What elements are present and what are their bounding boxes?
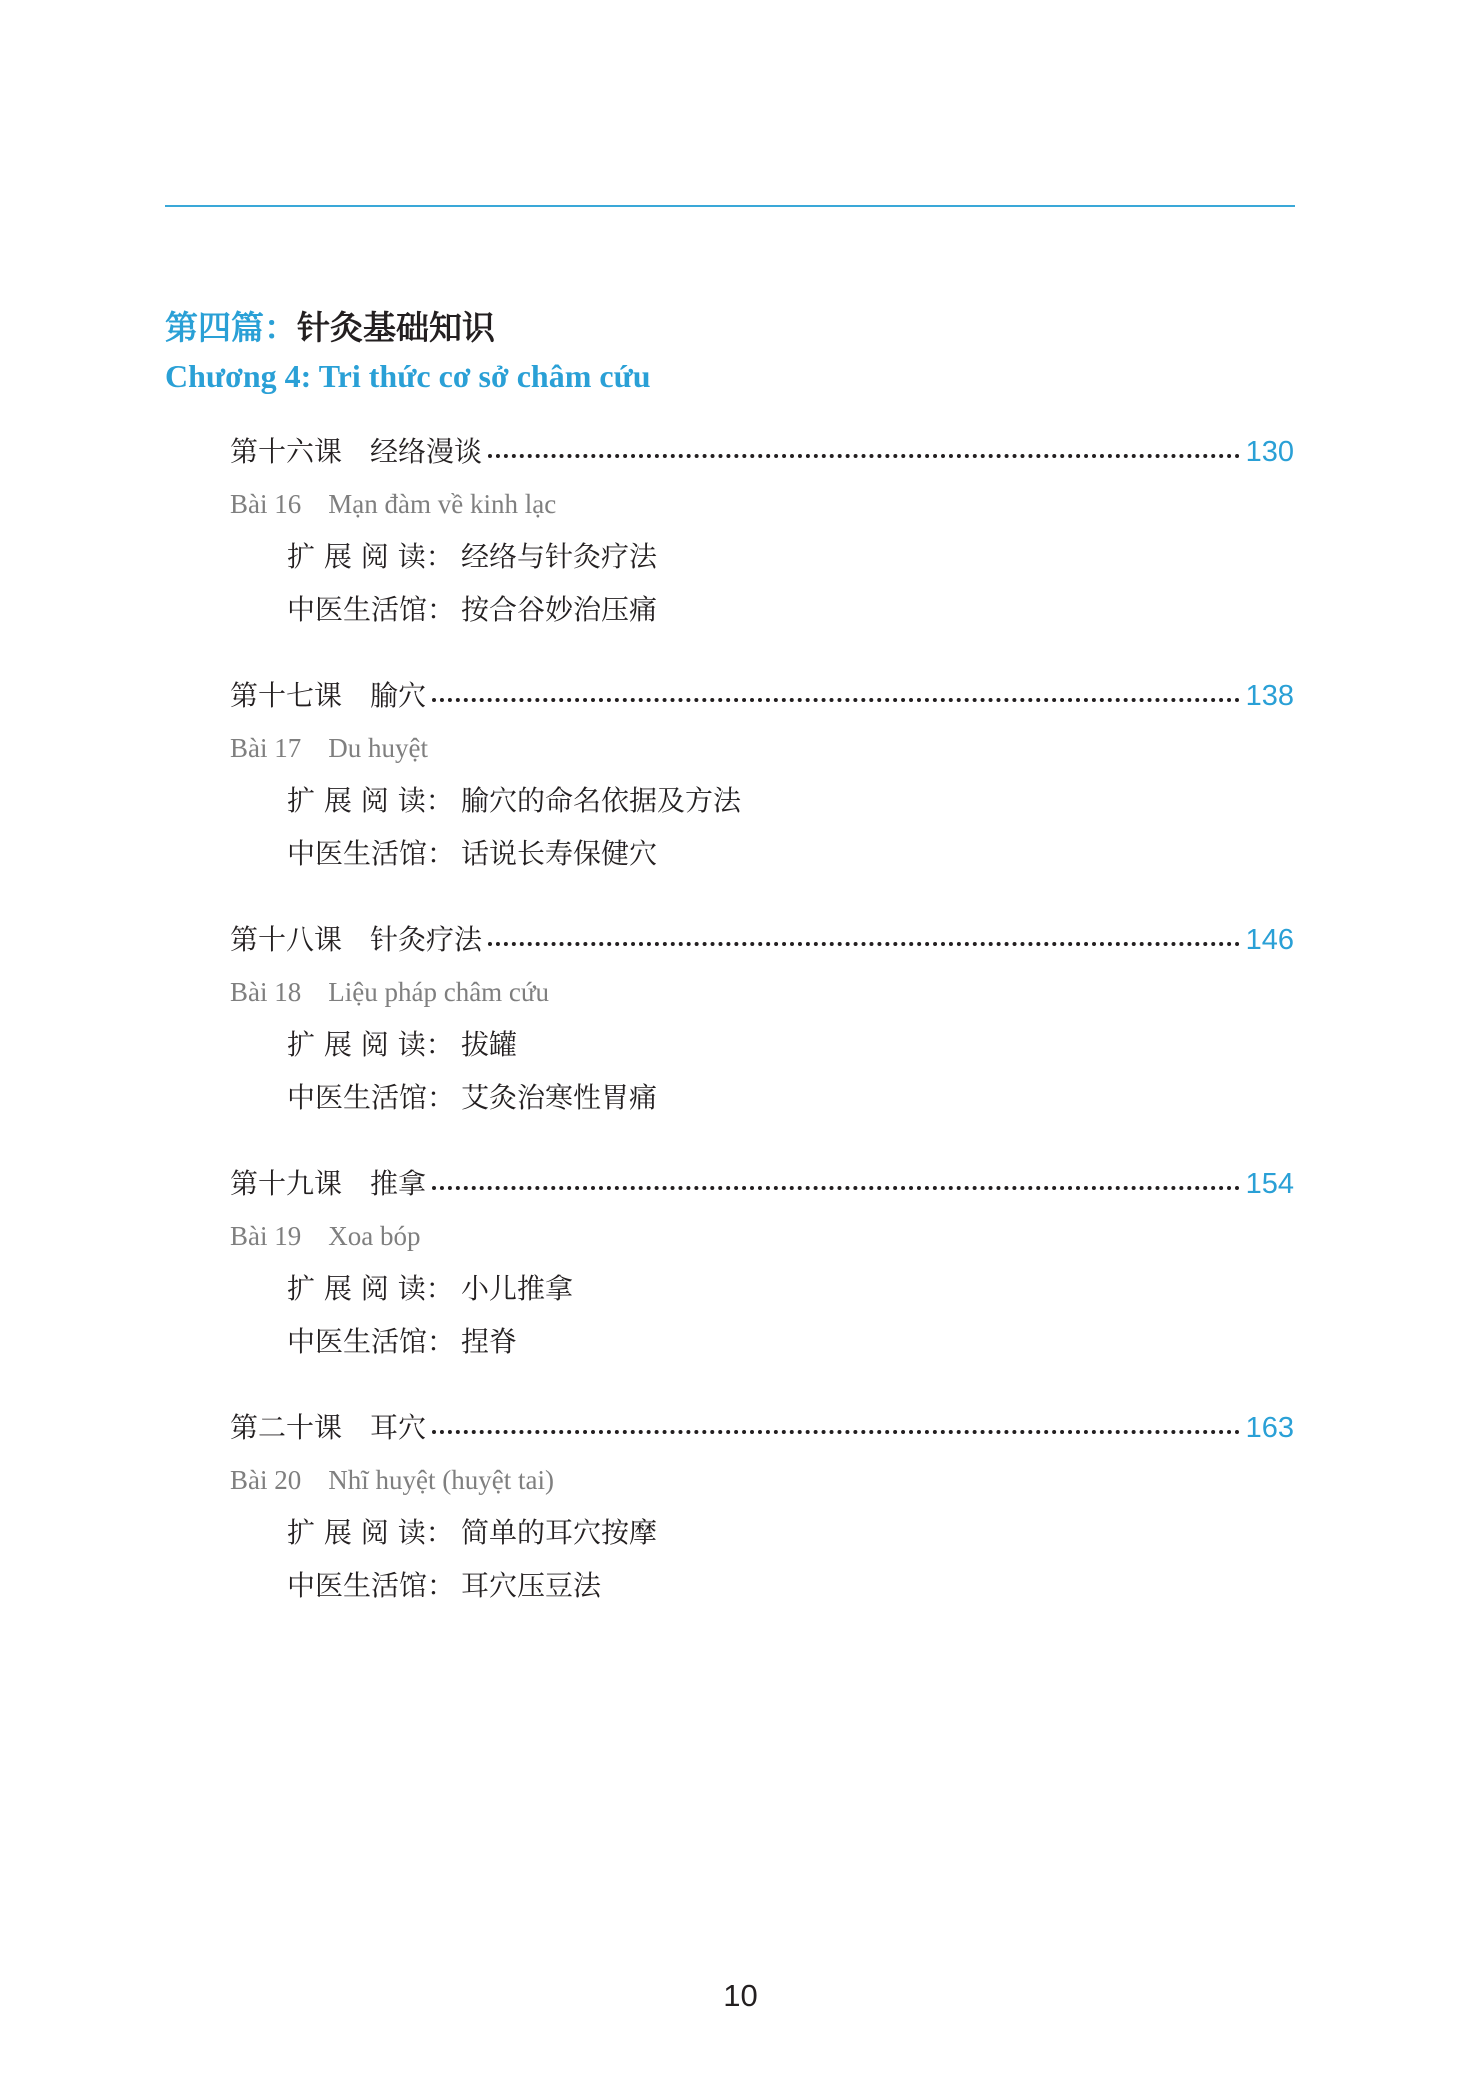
extended-reading-label: 扩 展 阅 读：: [287, 540, 454, 573]
lesson-vietnamese-title: Bài 20 Nhĩ huyệt (huyệt tai): [230, 1465, 554, 1495]
tcm-life-title: 捏脊: [461, 1325, 518, 1358]
header-rule: [165, 205, 1295, 207]
toc-entry-link[interactable]: [230, 674, 1294, 714]
dot-leader: [432, 1430, 1240, 1434]
extended-reading: [287, 1511, 657, 1551]
lesson-vietnamese-title: Bài 19 Xoa bóp: [230, 1221, 421, 1251]
extended-reading: [287, 535, 657, 575]
extended-reading-title: 腧穴的命名依据及方法: [461, 784, 742, 817]
extended-reading-label: 扩 展 阅 读：: [287, 1516, 454, 1549]
tcm-life: [287, 588, 657, 628]
extended-reading-title: 小儿推拿: [461, 1272, 574, 1305]
tcm-life-title: 艾灸治寒性胃痛: [461, 1081, 658, 1114]
lesson-title: 第二十课 耳穴: [230, 1411, 427, 1444]
lesson-title: 第十九课 推拿: [230, 1167, 427, 1200]
extended-reading-label: 扩 展 阅 读：: [287, 1028, 454, 1061]
lesson-page-number: 154: [1245, 1168, 1294, 1200]
lesson-vietnamese-title: Bài 16 Mạn đàm về kinh lạc: [230, 489, 557, 519]
tcm-life: [287, 1076, 657, 1116]
tcm-life: [287, 1564, 601, 1604]
tcm-life-label: 中医生活馆：: [287, 1569, 456, 1602]
extended-reading: [287, 779, 741, 819]
tcm-life-label: 中医生活馆：: [287, 593, 456, 626]
toc-entry-link[interactable]: [230, 430, 1294, 470]
part-prefix: 第四篇：: [165, 308, 297, 347]
toc-entry-link[interactable]: [230, 918, 1294, 958]
toc-entry-link[interactable]: [230, 1406, 1294, 1446]
tcm-life-label: 中医生活馆：: [287, 1325, 456, 1358]
extended-reading-label: 扩 展 阅 读：: [287, 784, 454, 817]
extended-reading-title: 经络与针灸疗法: [461, 540, 658, 573]
lesson-vietnamese-title: Bài 17 Du huyệt: [230, 733, 428, 763]
extended-reading-title: 拔罐: [461, 1028, 518, 1061]
tcm-life-title: 话说长寿保健穴: [461, 837, 658, 870]
page-number: 10: [723, 1978, 758, 2013]
lesson-title: 第十七课 腧穴: [230, 679, 427, 712]
tcm-life-title: 耳穴压豆法: [461, 1569, 602, 1602]
chapter-heading: Chương 4: Tri thức cơ sở châm cứu: [165, 358, 651, 394]
toc-entry-link[interactable]: [230, 1162, 1294, 1202]
tcm-life-label: 中医生活馆：: [287, 837, 456, 870]
extended-reading-label: 扩 展 阅 读：: [287, 1272, 454, 1305]
lesson-title: 第十八课 针灸疗法: [230, 923, 483, 956]
lesson-page-number: 163: [1245, 1412, 1294, 1444]
dot-leader: [488, 454, 1240, 458]
dot-leader: [432, 698, 1240, 702]
tcm-life: [287, 832, 657, 872]
lesson-vietnamese-title: Bài 18 Liệu pháp châm cứu: [230, 977, 550, 1007]
lesson-title: 第十六课 经络漫谈: [230, 435, 483, 468]
tcm-life-title: 按合谷妙治压痛: [461, 593, 658, 626]
extended-reading: [287, 1023, 517, 1063]
extended-reading: [287, 1267, 573, 1307]
dot-leader: [432, 1186, 1240, 1190]
part-title: 针灸基础知识: [297, 308, 495, 347]
dot-leader: [488, 942, 1240, 946]
part-heading: [165, 302, 495, 349]
lesson-page-number: 130: [1245, 436, 1294, 468]
lesson-page-number: 138: [1245, 680, 1294, 712]
tcm-life: [287, 1320, 517, 1360]
lesson-page-number: 146: [1245, 924, 1294, 956]
extended-reading-title: 简单的耳穴按摩: [461, 1516, 658, 1549]
tcm-life-label: 中医生活馆：: [287, 1081, 456, 1114]
